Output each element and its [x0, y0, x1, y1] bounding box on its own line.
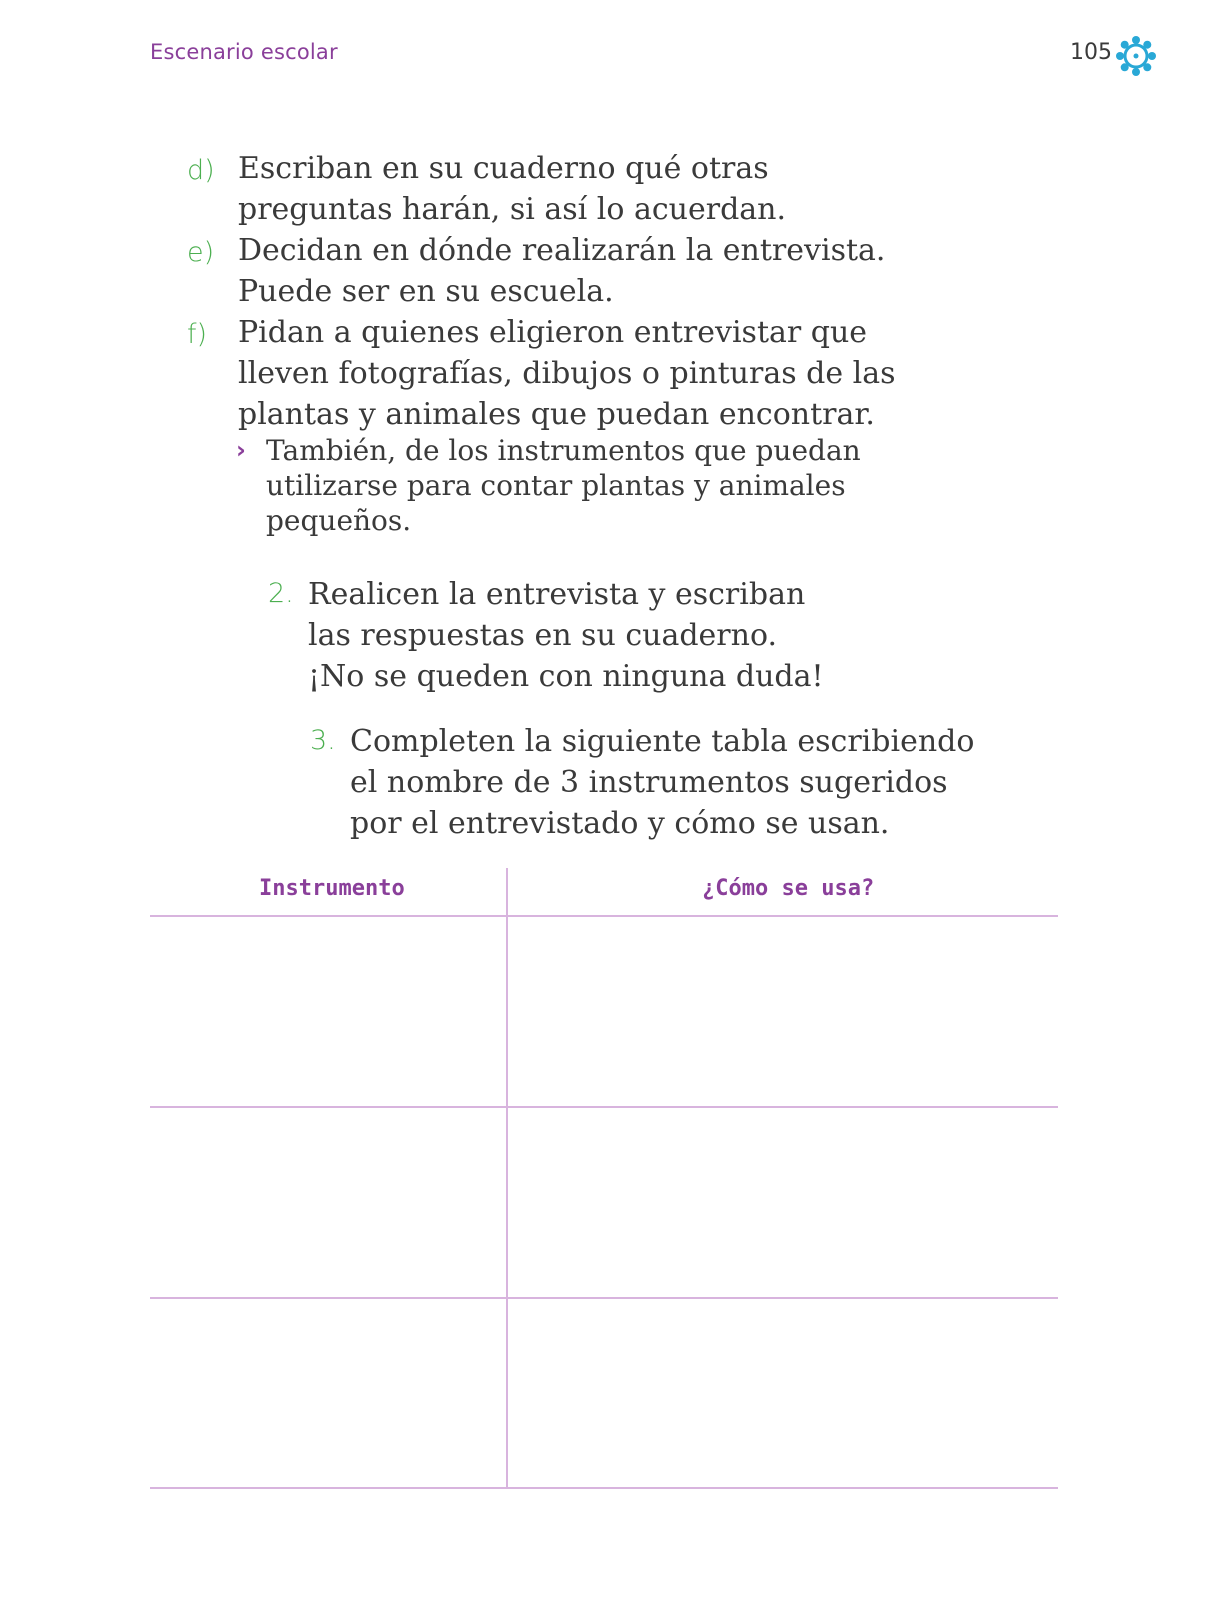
- table-cell-instrument-3[interactable]: [150, 1299, 506, 1487]
- step-text: Completen la siguiente tabla escribiendo el nombre de 3 instrumentos sugeridos por el entrevistado y cómo se usan.: [350, 724, 975, 841]
- chevron-bullet-icon: ›: [236, 436, 246, 464]
- table-cell-usage-2[interactable]: [508, 1108, 1058, 1297]
- item-marker: f): [187, 319, 208, 350]
- item-marker: d): [187, 155, 215, 186]
- section-title: Escenario escolar: [150, 40, 338, 64]
- step-number: 3.: [310, 725, 336, 756]
- table-bottom-rule: [150, 1487, 1058, 1489]
- step-text: Realicen la entrevista y escriban las respuestas en su cuaderno. ¡No se queden con ninguna duda!: [308, 577, 824, 694]
- table-cell-usage-1[interactable]: [508, 917, 1058, 1106]
- item-text: Pidan a quienes eligieron entrevistar que lleven fotografías, dibujos o pinturas de las plantas y animales que puedan encontrar.: [238, 315, 896, 432]
- table-cell-instrument-1[interactable]: [150, 917, 506, 1106]
- table-cell-instrument-2[interactable]: [150, 1108, 506, 1297]
- item-text: Decidan en dónde realizarán la entrevista. Puede ser en su escuela.: [238, 233, 886, 309]
- table-cell-usage-3[interactable]: [508, 1299, 1058, 1487]
- gear-flower-icon: [1116, 36, 1156, 76]
- sub-bullet-text: También, de los instrumentos que puedan utilizarse para contar plantas y animales pequeños.: [266, 434, 861, 537]
- item-text: Escriban en su cuaderno qué otras preguntas harán, si así lo acuerdan.: [238, 151, 787, 227]
- step-number: 2.: [268, 578, 294, 609]
- column-header-instrument: Instrumento: [259, 876, 405, 901]
- page-number: 105: [1070, 40, 1112, 65]
- item-marker: e): [187, 237, 215, 268]
- column-header-usage: ¿Cómo se usa?: [702, 876, 875, 901]
